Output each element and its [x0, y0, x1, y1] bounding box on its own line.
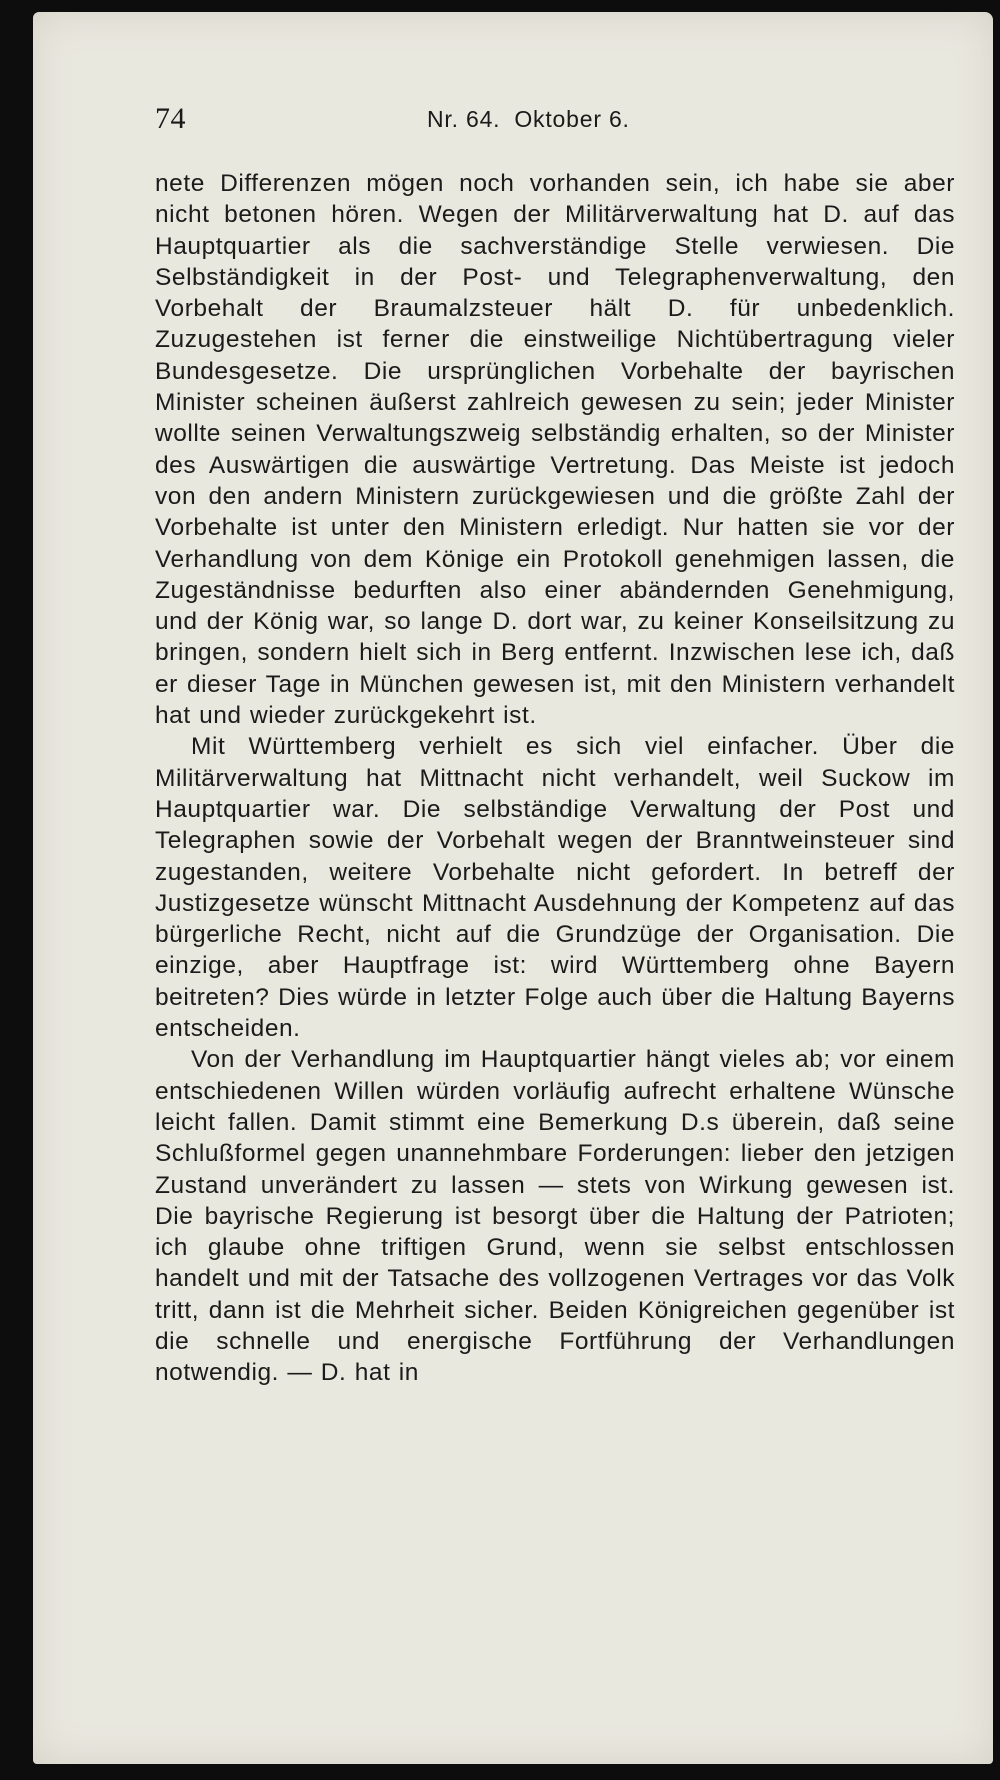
- page-header: [155, 100, 955, 150]
- issue-date: Oktober 6.: [514, 106, 630, 132]
- paragraph: nete Differenzen mögen noch vorhanden sein, ich habe sie aber nicht betonen hören. Wegen der Militärverwaltung hat D. auf das Hauptquartier als die sachverständige Stelle verwiesen. Die Selbständigkeit in der Post- und Telegraphenverwaltung, den Vorbehalt der Braumalzsteuer hält D. für unbedenklich. Zuzugestehen ist ferner die einstweilige Nichtübertragung vieler Bundesgesetze. Die ursprünglichen Vorbehalte der bayrischen Minister scheinen äußerst zahlreich gewesen zu sein; jeder Minister wollte seinen Verwaltungszweig selbständig erhalten, so der Minister des Auswärtigen die auswärtige Vertretung. Das Meiste ist jedoch von den andern Ministern zurückgewiesen und die größte Zahl der Vorbehalte ist unter den Ministern erledigt. Nur hatten sie vor der Verhandlung von dem Könige ein Protokoll genehmigen lassen, die Zugeständnisse bedurften also einer abändernden Genehmigung, und der König war, so lange D. dort war, zu keiner Konseilsitzung zu bringen, sondern hielt sich in Berg entfernt. Inzwischen lese ich, daß er dieser Tage in München gewesen ist, mit den Ministern verhandelt hat und wieder zurückgekehrt ist.: [155, 170, 955, 730]
- paragraph: Mit Württemberg verhielt es sich viel einfacher. Über die Militärverwaltung hat Mittnacht nicht verhandelt, weil Suckow im Hauptquartier war. Die selbständige Verwaltung der Post und Telegraphen sowie der Vorbehalt wegen der Branntweinsteuer sind zugestanden, weitere Vorbehalte nicht gefordert. In betreff der Justizgesetze wünscht Mittnacht Ausdehnung der Kompetenz auf das bürgerliche Recht, nicht auf die Grundzüge der Organisation. Die einzige, aber Hauptfrage ist: wird Württemberg ohne Bayern beitreten? Dies würde in letzter Folge auch über die Haltung Bayerns entscheiden.: [155, 733, 955, 1043]
- paragraph: Von der Verhandlung im Hauptquartier hängt vieles ab; vor einem entschiedenen Willen würden vorläufig aufrecht erhaltene Wünsche leicht fallen. Damit stimmt eine Bemerkung D.s überein, daß seine Schlußformel gegen unannehmbare Forderungen: lieber den jetzigen Zustand unverändert zu lassen — stets von Wirkung gewesen ist. Die bayrische Regierung ist besorgt über die Haltung der Patrioten; ich glaube ohne triftigen Grund, wenn sie selbst entschlossen handelt und mit der Tatsache des vollzogenen Vertrages vor das Volk tritt, dann ist die Mehrheit sicher. Beiden Königreichen gegenüber ist die schnelle und energische Fortführung der Verhandlungen notwendig. — D. hat in: [155, 1046, 955, 1387]
- page-number: 74: [155, 102, 186, 135]
- issue-number: Nr. 64.: [427, 106, 501, 132]
- body-text: [155, 168, 955, 1389]
- running-head: [427, 106, 644, 133]
